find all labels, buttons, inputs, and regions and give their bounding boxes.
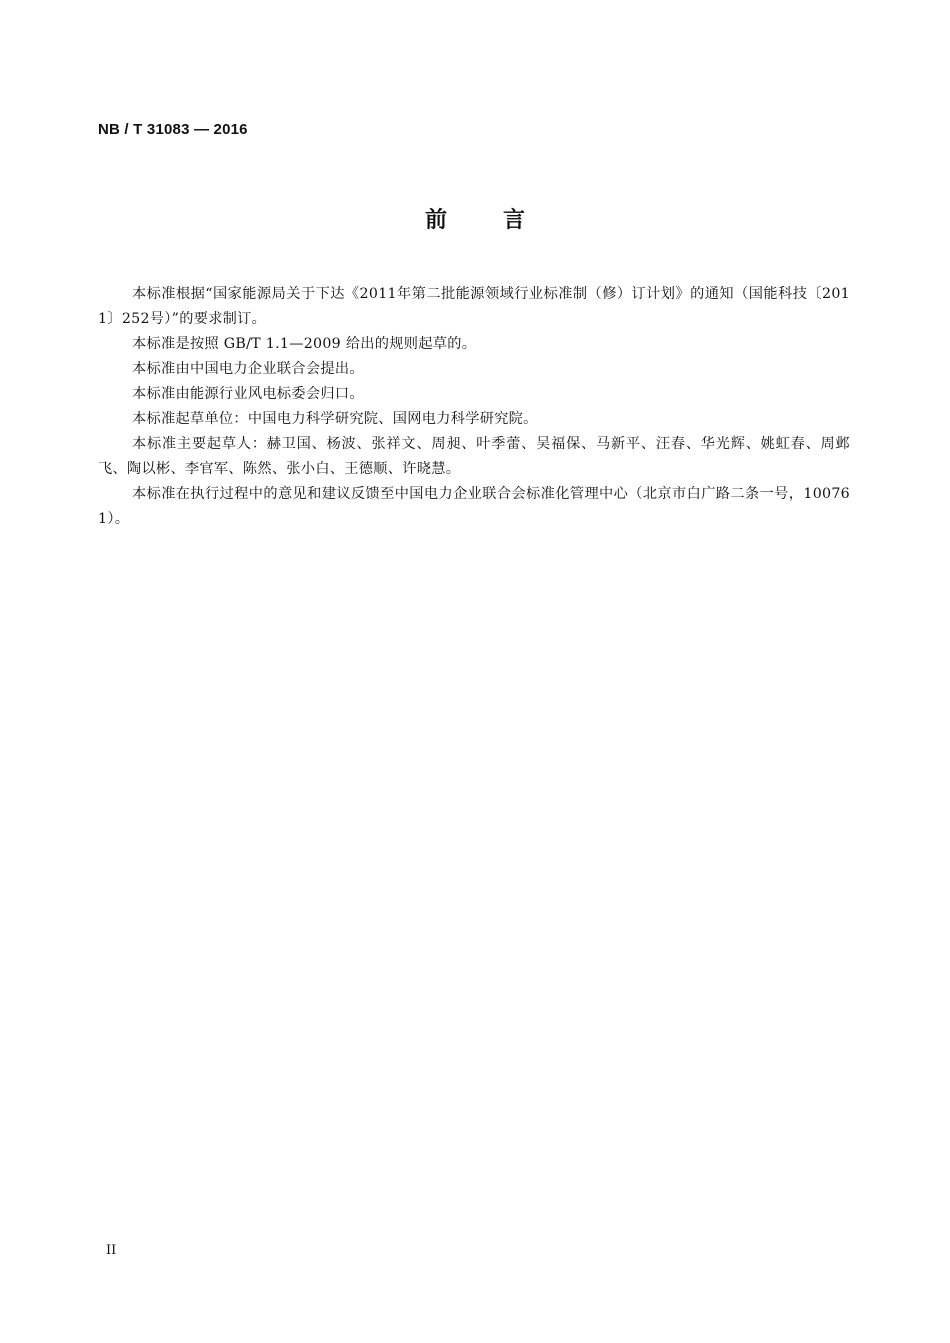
paragraph-main-drafters: 本标准主要起草人：赫卫国、杨波、张祥文、周昶、叶季蕾、吴福保、马新平、汪春、华光辉、姚虹春、周邺飞、陶以彬、李官军、陈然、张小白、王德顺、许晓慧。 bbox=[98, 436, 850, 477]
paragraph-drafting-units: 本标准起草单位：中国电力科学研究院、国网电力科学研究院。 bbox=[132, 411, 538, 427]
paragraph-basis: 本标准根据“国家能源局关于下达《2011年第二批能源领域行业标准制（修）订计划》的通知（国能科技〔2011〕252号）”的要求制订。 bbox=[98, 286, 850, 327]
paragraph-proposed-by: 本标准由中国电力企业联合会提出。 bbox=[132, 361, 364, 377]
paragraph-under-jurisdiction: 本标准由能源行业风电标委会归口。 bbox=[132, 386, 364, 402]
standard-code: NB / T 31083 — 2016 bbox=[98, 121, 248, 138]
foreword-body bbox=[98, 282, 850, 532]
title-char-2: 言 bbox=[503, 208, 526, 233]
title-char-1: 前 bbox=[424, 208, 447, 233]
page-number: II bbox=[106, 1243, 117, 1258]
paragraph-drafting-rules: 本标准是按照 GB/T 1.1—2009 给出的规则起草的。 bbox=[132, 336, 477, 352]
page-title bbox=[0, 203, 950, 234]
paragraph-feedback: 本标准在执行过程中的意见和建议反馈至中国电力企业联合会标准化管理中心（北京市白广路二条一号，100761）。 bbox=[98, 486, 850, 527]
